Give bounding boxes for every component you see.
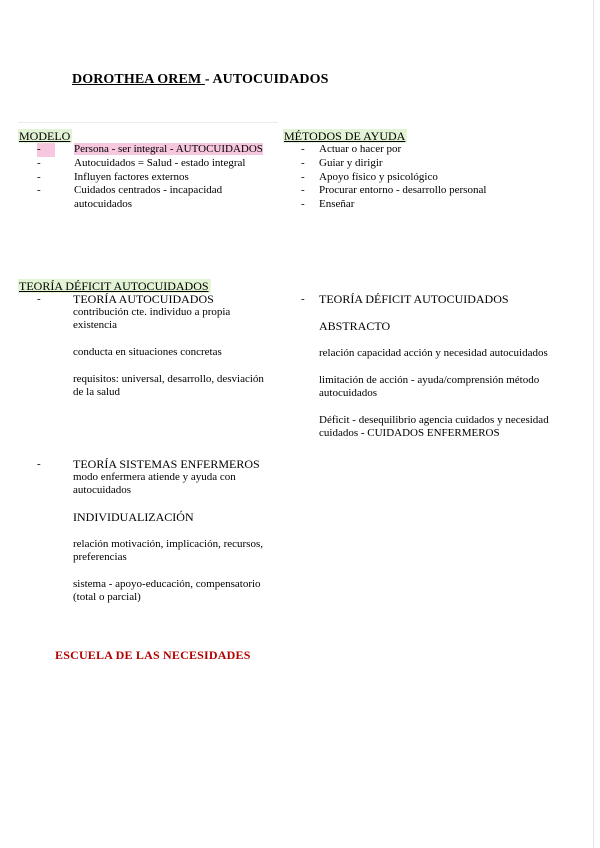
- teoria-autocuidados-line2: conducta en situaciones concretas: [73, 346, 222, 358]
- page-edge-line: [593, 0, 594, 848]
- teoria-sistemas-block: [37, 458, 273, 604]
- teoria-autocuidados-line3: requisitos: universal, desarrollo, desviación de la salud: [73, 373, 264, 398]
- list-item: [301, 143, 561, 157]
- bullet-dash: -: [37, 184, 41, 197]
- bullet-dash: -: [301, 198, 305, 211]
- title-main: DOROTHEA OREM: [72, 72, 205, 87]
- section-divider: [18, 122, 278, 123]
- teoria-sistemas-line1: modo enfermera atiende y ayuda con autocuidados: [73, 471, 236, 496]
- list-item: [37, 184, 267, 212]
- bullet-dash: -: [37, 143, 55, 157]
- bullet-dash: -: [301, 156, 305, 169]
- modelo-list: [37, 143, 267, 212]
- modelo-item-2: Autocuidados = Salud - estado integral: [74, 156, 246, 169]
- bullet-dash: -: [37, 293, 41, 305]
- metodos-list: [301, 143, 561, 212]
- teoria-sistemas-line2: INDIVIDUALIZACIÓN: [73, 510, 194, 524]
- modelo-heading: MODELO: [19, 129, 71, 143]
- modelo-item-3: Influyen factores externos: [74, 170, 189, 183]
- metodos-item-1: Actuar o hacer por: [319, 143, 402, 155]
- teoria-sistemas-line4: sistema - apoyo-educación, compensatorio (total o parcial): [73, 578, 261, 603]
- list-item: [301, 157, 561, 171]
- list-item: [301, 198, 561, 212]
- list-item: [301, 171, 561, 185]
- teoria-sistemas-line3: relación motivación, implicación, recursos, preferencias: [73, 538, 263, 563]
- list-item: [301, 184, 561, 198]
- bullet-dash: -: [301, 184, 305, 197]
- bullet-dash: -: [37, 170, 41, 183]
- metodos-item-2: Guiar y dirigir: [319, 156, 383, 169]
- title-rest: - AUTOCUIDADOS: [204, 72, 329, 87]
- bullet-dash: -: [37, 458, 41, 470]
- bullet-dash: -: [301, 170, 305, 183]
- teoria-deficit-line2: relación capacidad acción y necesidad autocuidados: [319, 347, 548, 359]
- teoria-deficit-line1: ABSTRACTO: [319, 319, 391, 333]
- bullet-dash: -: [301, 293, 305, 305]
- list-item: [37, 143, 267, 157]
- bullet-dash: -: [301, 143, 305, 155]
- teoria-autocuidados-block: [37, 293, 273, 399]
- teoria-autocuidados-title: TEORÍA AUTOCUIDADOS: [73, 292, 214, 306]
- teoria-sistemas-title: TEORÍA SISTEMAS ENFERMEROS: [73, 457, 260, 471]
- list-item: [37, 171, 267, 185]
- bullet-dash: -: [37, 156, 41, 169]
- escuela-heading: ESCUELA DE LAS NECESIDADES: [55, 648, 251, 662]
- teoria-deficit-line4: Déficit - desequilibrio agencia cuidados y necesidad cuidados - CUIDADOS ENFERMEROS: [319, 414, 549, 439]
- list-item: [37, 157, 267, 171]
- metodos-item-5: Enseñar: [319, 198, 355, 211]
- teoria-deficit-block: [301, 293, 581, 440]
- teoria-autocuidados-line1: contribución cte. individuo a propia existencia: [73, 306, 231, 331]
- teoria-deficit-line3: limitación de acción - ayuda/comprensión método autocuidados: [319, 374, 540, 399]
- metodos-item-4: Procurar entorno - desarrollo personal: [319, 184, 487, 197]
- teoria-deficit-title: TEORÍA DÉFICIT AUTOCUIDADOS: [319, 292, 509, 306]
- modelo-item-1: Persona - ser integral - AUTOCUIDADOS: [74, 143, 263, 155]
- document-title: [72, 72, 329, 88]
- teoria-heading: TEORÍA DÉFICIT AUTOCUIDADOS: [19, 279, 209, 293]
- metodos-heading: MÉTODOS DE AYUDA: [284, 129, 406, 143]
- modelo-item-4: Cuidados centrados - incapacidad autocuidados: [74, 184, 223, 211]
- metodos-item-3: Apoyo físico y psicológico: [319, 170, 438, 183]
